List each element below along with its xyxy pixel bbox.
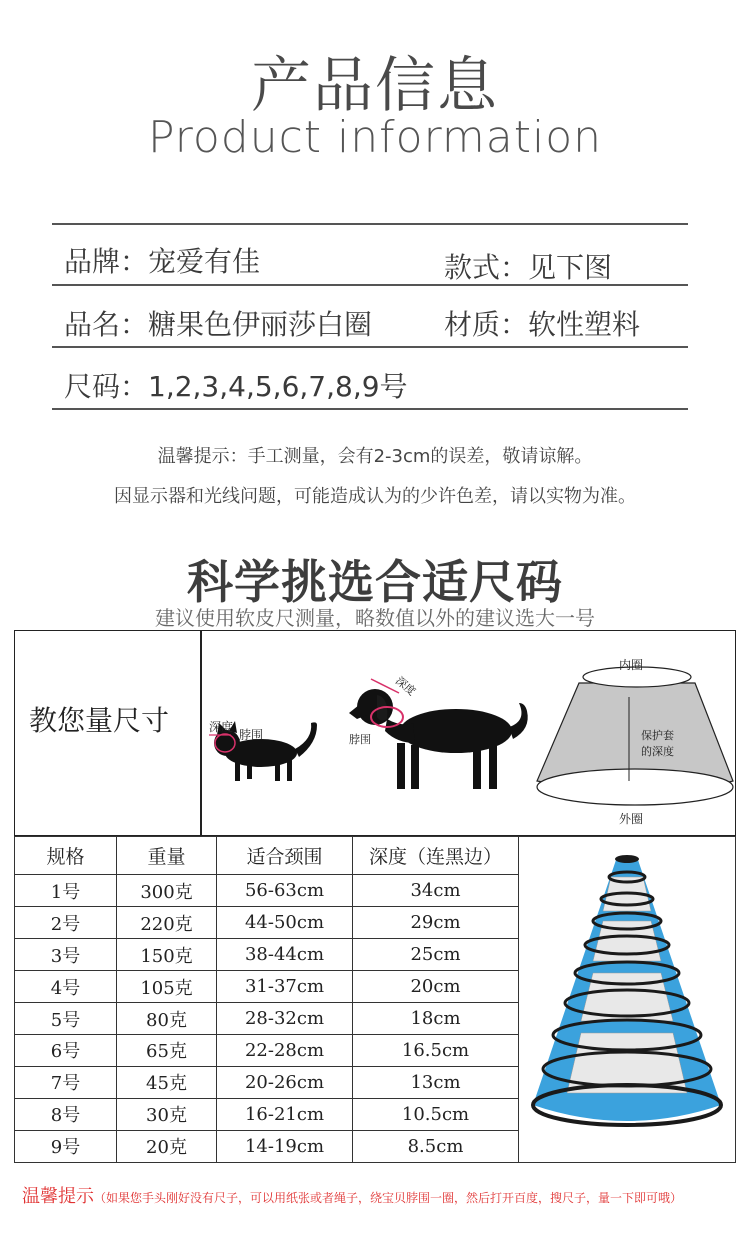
cell-spec: 7号 (15, 1066, 117, 1098)
cell-neck: 14-19cm (217, 1130, 353, 1162)
material-text: 材质：软性塑料 (444, 308, 641, 341)
cell-spec: 4号 (15, 971, 117, 1003)
cell-neck: 16-21cm (217, 1098, 353, 1130)
cell-depth: 34cm (353, 875, 519, 907)
cat-depth-label: 深度 (209, 720, 234, 734)
divider (52, 223, 688, 225)
dog-silhouette-icon (349, 679, 528, 789)
cell-depth: 20cm (353, 971, 519, 1003)
cell-neck: 56-63cm (217, 875, 353, 907)
cone-diagram-icon (537, 667, 733, 805)
tip-text: （如果您手头刚好没有尺子，可以用纸张或者绳子，绕宝贝脖围一圈，然后打开百度，搜尺子，量一下即可哦） (94, 1191, 683, 1205)
cell-depth: 13cm (353, 1066, 519, 1098)
page-title: 产品信息 (251, 51, 499, 121)
cone-outer-label: 外圈 (619, 812, 644, 826)
cell-weight: 300克 (117, 875, 217, 907)
cell-spec: 9号 (15, 1130, 117, 1162)
cell-weight: 80克 (117, 1003, 217, 1035)
divider (52, 408, 688, 410)
measure-illustration (201, 631, 735, 835)
cell-depth: 29cm (353, 907, 519, 939)
size-table (14, 836, 736, 1163)
page-subtitle: Product information (148, 112, 602, 163)
cell-depth: 25cm (353, 939, 519, 971)
header-neck: 适合颈围 (217, 837, 353, 875)
cell-weight: 220克 (117, 907, 217, 939)
cat-neck-label: 脖围 (239, 728, 264, 742)
cell-spec: 5号 (15, 1003, 117, 1035)
header-weight: 重量 (117, 837, 217, 875)
product-image-cell (519, 837, 736, 1163)
cell-depth: 16.5cm (353, 1035, 519, 1067)
cell-neck: 44-50cm (217, 907, 353, 939)
cell-depth: 18cm (353, 1003, 519, 1035)
measure-label: 教您量尺寸 (29, 704, 170, 737)
cell-weight: 105克 (117, 971, 217, 1003)
cell-spec: 2号 (15, 907, 117, 939)
brand-text: 品牌：宠爱有佳 (64, 245, 261, 278)
cell-weight: 30克 (117, 1098, 217, 1130)
cell-weight: 65克 (117, 1035, 217, 1067)
cell-spec: 8号 (15, 1098, 117, 1130)
cell-neck: 31-37cm (217, 971, 353, 1003)
dog-neck-label: 脖围 (349, 733, 371, 746)
style-text: 款式：见下图 (444, 251, 613, 284)
section-subtitle: 建议使用软皮尺测量，略数值以外的建议选大一号 (155, 606, 595, 630)
measure-label-cell (14, 630, 202, 836)
cell-neck: 38-44cm (217, 939, 353, 971)
dog-depth-label: 深度 (392, 674, 419, 699)
section-title: 科学挑选合适尺码 (187, 555, 563, 609)
cell-spec: 1号 (15, 875, 117, 907)
product-name-text: 品名：糖果色伊丽莎白圈 (64, 308, 373, 341)
cone-inner-label: 内圈 (619, 658, 644, 672)
note-line-1: 温馨提示：手工测量，会有2-3cm的误差，敬请谅解。 (157, 446, 593, 467)
measure-illustration-cell (200, 630, 736, 836)
cell-weight: 45克 (117, 1066, 217, 1098)
cell-spec: 6号 (15, 1035, 117, 1067)
header-depth: 深度（连黑边） (353, 837, 519, 875)
table-header-row (15, 837, 736, 875)
cell-neck: 28-32cm (217, 1003, 353, 1035)
stacked-cones-image (519, 837, 735, 1157)
cone-depth-label-2: 的深度 (641, 745, 674, 758)
tip-label: 温馨提示 (22, 1186, 94, 1207)
divider (52, 346, 688, 348)
divider (52, 284, 688, 286)
cell-weight: 150克 (117, 939, 217, 971)
cell-depth: 10.5cm (353, 1098, 519, 1130)
cell-weight: 20克 (117, 1130, 217, 1162)
cone-depth-label-1: 保护套 (641, 729, 674, 742)
size-text: 尺码：1,2,3,4,5,6,7,8,9号 (64, 370, 408, 403)
cell-depth: 8.5cm (353, 1130, 519, 1162)
footer-tip (22, 1182, 682, 1208)
header-spec: 规格 (15, 837, 117, 875)
note-line-2: 因显示器和光线问题，可能造成认为的少许色差，请以实物为准。 (114, 486, 636, 507)
cell-neck: 22-28cm (217, 1035, 353, 1067)
cell-neck: 20-26cm (217, 1066, 353, 1098)
cell-spec: 3号 (15, 939, 117, 971)
